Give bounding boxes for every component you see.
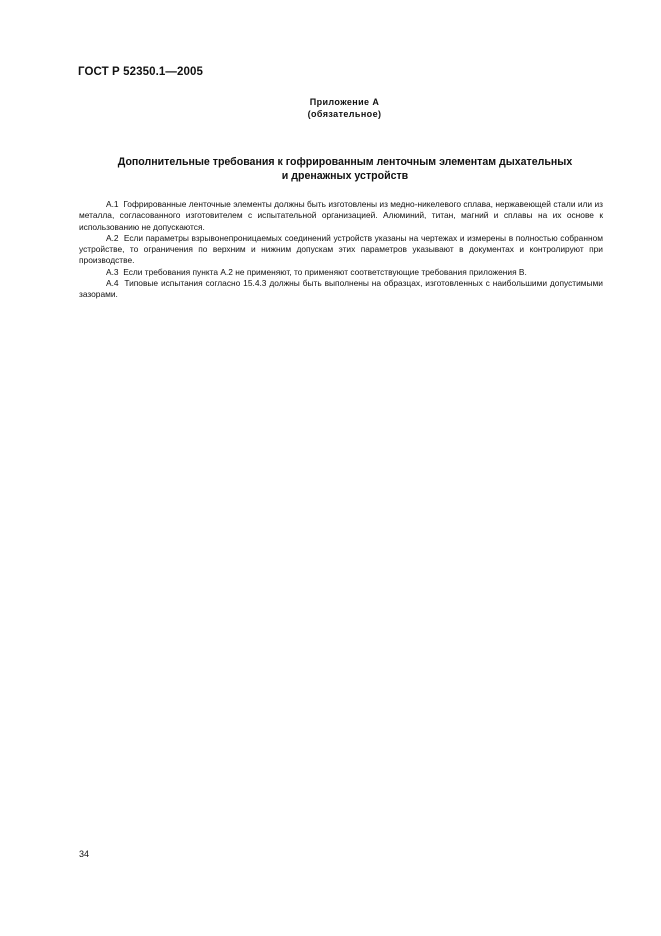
appendix-heading (0, 96, 661, 120)
page-number: 34 (79, 849, 90, 859)
paragraph-a2 (79, 233, 603, 267)
paragraph-number: А.4 (106, 278, 119, 289)
section-title (80, 155, 610, 183)
paragraph-a1 (79, 199, 603, 233)
paragraph-number: А.2 (106, 232, 119, 243)
paragraph-a3 (79, 267, 603, 278)
paragraph-text: Если требования пункта А.2 не применяют, то применяют соответствующие требования приложения В. (123, 266, 527, 277)
section-title-line-2: и дренажных устройств (281, 170, 409, 182)
appendix-label: Приложение А (309, 97, 380, 107)
appendix-status: (обязательное) (307, 109, 382, 119)
paragraph-number: А.1 (106, 199, 119, 209)
paragraph-text: Если параметры взрывонепроницаемых соединений устройств указаны на чертежах и измерены в полностью собранном устройстве, то ограничения по верхним и нижним допускам этих параметров указывают в документах и контролируют при производстве. (79, 232, 604, 266)
body-text (79, 199, 603, 301)
paragraph-text: Типовые испытания согласно 15.4.3 должны быть выполнены на образцах, изготовленных с наибольшими допустимыми зазорами. (79, 278, 603, 300)
paragraph-a4 (79, 278, 603, 301)
paragraph-text: Гофрированные ленточные элементы должны быть изготовлены из медно-никелевого сплава, нержавеющей стали или из металла, согласованного изготовителем с испытательной организацией. Алюминий, титан, магний и сплавы на их основе к использованию не допускаются. (79, 199, 603, 232)
section-title-line-1: Дополнительные требования к гофрированным ленточным элементам дыхательных (117, 156, 573, 168)
document-code: ГОСТ Р 52350.1—2005 (78, 66, 203, 78)
paragraph-number: А.3 (106, 266, 119, 277)
